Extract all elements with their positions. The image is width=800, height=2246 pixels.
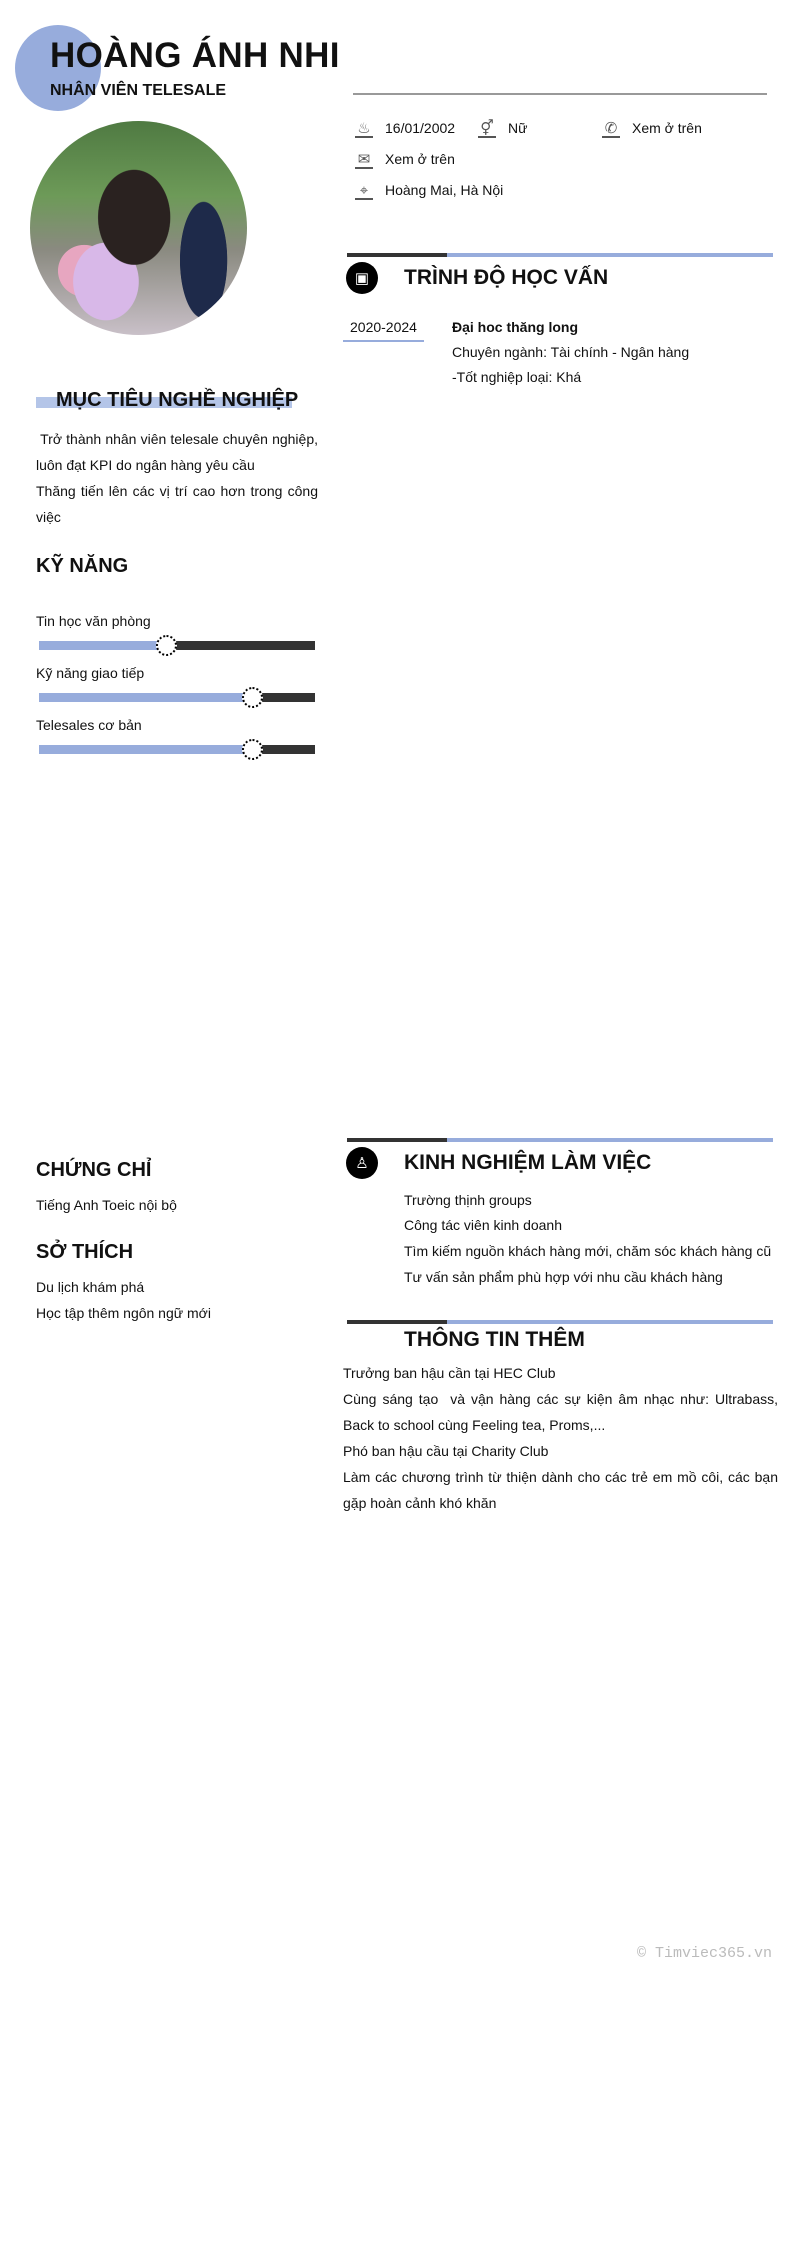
birthday-value: 16/01/2002 (385, 120, 456, 136)
objective-line: Trở thành nhân viên telesale chuyên nghiệp, luôn đạt KPI do ngân hàng yêu cầu (36, 431, 322, 473)
additional-title: THÔNG TIN THÊM (404, 1328, 585, 1351)
address-field (355, 180, 503, 200)
experience-line: Tìm kiếm nguồn khách hàng mới, chăm sóc khách hàng cũ (404, 1243, 772, 1259)
skill-bar (39, 745, 315, 754)
map-pin-icon: ⌖ (355, 180, 373, 200)
address-value: Hoàng Mai, Hà Nội (385, 182, 504, 198)
objective-title: MỤC TIÊU NGHỀ NGHIỆP (56, 389, 299, 411)
education-period: 2020-2024 (350, 319, 417, 335)
skill-label: Kỹ năng giao tiếp (36, 665, 145, 681)
phone-field (602, 118, 702, 138)
gender-icon: ⚥ (478, 118, 496, 138)
skill-level-knob (242, 687, 263, 708)
hobbies-title: SỞ THÍCH (36, 1241, 134, 1263)
skill-level-knob (156, 635, 177, 656)
section-divider (347, 1138, 773, 1142)
education-grade: -Tốt nghiệp loại: Khá (452, 369, 582, 385)
skill-level-knob (242, 739, 263, 760)
cake-icon: ♨ (355, 118, 373, 138)
email-icon: ✉ (355, 149, 373, 169)
email-field (355, 149, 455, 169)
hobby-item: Học tập thêm ngôn ngữ mới (36, 1305, 211, 1321)
education-school: Đại hoc thăng long (452, 319, 578, 335)
email-value: Xem ở trên (385, 151, 455, 167)
section-divider (347, 1320, 773, 1324)
certificate-item: Tiếng Anh Toeic nội bộ (36, 1197, 177, 1213)
profile-photo (30, 121, 247, 335)
skill-label: Telesales cơ bản (36, 717, 142, 733)
additional-text (343, 1360, 782, 1516)
skill-bar-fill (39, 745, 252, 754)
briefcase-icon: ▣ (346, 262, 378, 294)
objective-text (36, 426, 322, 530)
additional-line: Trưởng ban hậu cần tại HEC Club (343, 1365, 556, 1381)
job-title: NHÂN VIÊN TELESALE (50, 82, 227, 99)
skill-label: Tin học văn phòng (36, 613, 151, 629)
objective-line: Thăng tiến lên các vị trí cao hơn trong công việc (36, 483, 318, 525)
skill-bar (39, 641, 315, 650)
birthday-field (355, 118, 455, 138)
skill-bar (39, 693, 315, 702)
experience-line: Tư vấn sản phẩm phù hợp với nhu cầu khách hàng (404, 1269, 723, 1285)
hobby-item: Du lịch khám phá (36, 1279, 145, 1295)
experience-line: Trường thịnh groups (404, 1192, 532, 1208)
phone-value: Xem ở trên (632, 120, 702, 136)
gender-value: Nữ (508, 120, 528, 136)
skill-bar-fill (39, 693, 252, 702)
person-icon: ♙ (346, 1147, 378, 1179)
additional-line: Phó ban hậu cầu tại Charity Club (343, 1443, 549, 1459)
education-major: Chuyên ngành: Tài chính - Ngân hàng (452, 344, 690, 360)
experience-line: Công tác viên kinh doanh (404, 1217, 562, 1233)
additional-line: Làm các chương trình từ thiện dành cho các trẻ em mồ côi, các bạn gặp hoàn cảnh khó khăn (343, 1469, 778, 1511)
period-underline (343, 340, 424, 342)
experience-title: KINH NGHIỆM LÀM VIỆC (404, 1151, 652, 1174)
watermark: © Timviec365.vn (637, 1945, 773, 1962)
phone-icon: ✆ (602, 118, 620, 138)
certificates-title: CHỨNG CHỈ (36, 1159, 152, 1181)
skill-bar-fill (39, 641, 166, 650)
section-divider (347, 253, 773, 257)
skills-title: KỸ NĂNG (36, 555, 129, 577)
divider (353, 93, 767, 95)
candidate-name: HOÀNG ÁNH NHI (50, 36, 340, 75)
additional-line: Cùng sáng tạo và vận hàng các sự kiện âm nhạc như: Ultrabass, Back to school cùng Feeling tea, Proms,... (343, 1391, 782, 1433)
education-title: TRÌNH ĐỘ HỌC VẤN (404, 266, 609, 289)
gender-field (478, 118, 527, 138)
